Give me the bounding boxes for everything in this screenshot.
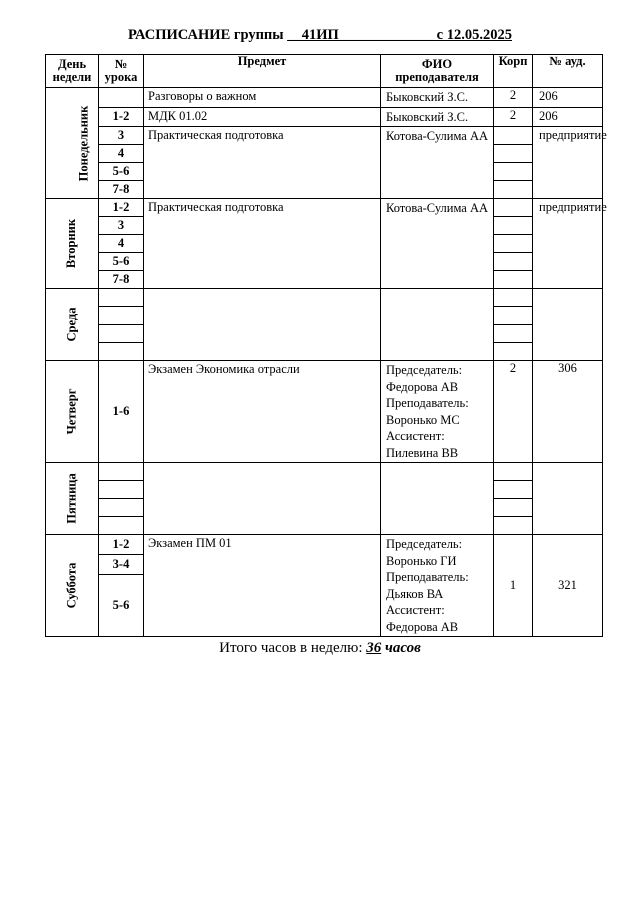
subject-cell: Практическая подготовка <box>144 127 381 199</box>
teacher-line: Федорова АВ <box>386 619 459 634</box>
subject-cell: Экзамен ПМ 01 <box>144 535 381 637</box>
subject-cell: МДК 01.02 <box>144 107 381 127</box>
col-subject: Предмет <box>144 55 381 88</box>
korp-cell <box>494 199 533 217</box>
table-row <box>46 199 603 217</box>
korp-cell <box>494 481 533 499</box>
aud-cell: 306 <box>533 361 603 463</box>
aud-cell: предприятие <box>533 127 603 199</box>
lesson-num <box>99 88 144 108</box>
aud-cell <box>533 463 603 535</box>
subject-cell: Экзамен Экономика отрасли <box>144 361 381 463</box>
schedule-date: с 12.05.2025 <box>433 27 512 43</box>
lesson-num <box>99 463 144 481</box>
lesson-num: 4 <box>99 145 144 163</box>
teacher-cell <box>381 289 494 361</box>
day-tuesday: Вторник <box>46 199 99 289</box>
korp-cell <box>494 289 533 307</box>
korp-cell <box>494 343 533 361</box>
korp-cell <box>494 271 533 289</box>
col-korp: Корп <box>494 55 533 88</box>
korp-cell <box>494 325 533 343</box>
teacher-line: Председатель: <box>386 363 463 377</box>
title-prefix: РАСПИСАНИЕ группы <box>128 27 288 43</box>
korp-cell <box>494 217 533 235</box>
lesson-num: 7-8 <box>99 181 144 199</box>
table-row <box>46 88 603 108</box>
total-unit: часов <box>381 640 421 656</box>
lesson-num: 1-2 <box>99 199 144 217</box>
lesson-num: 3-4 <box>99 555 144 575</box>
weekly-total <box>0 640 640 657</box>
lesson-num: 1-2 <box>99 535 144 555</box>
table-row <box>46 535 603 555</box>
day-friday: Пятница <box>46 463 99 535</box>
aud-cell: 206 <box>533 88 603 108</box>
total-hours: 36 <box>366 640 382 656</box>
group-name: __41ИП_____________ <box>287 27 434 43</box>
teacher-line: Ассистент: <box>386 429 445 443</box>
table-header <box>46 55 603 88</box>
teacher-line: Председатель: <box>386 537 463 551</box>
col-lesson-num: № урока <box>99 55 144 88</box>
teacher-cell <box>381 361 494 463</box>
korp-cell <box>494 235 533 253</box>
col-teacher: ФИО преподавателя <box>381 55 494 88</box>
lesson-num: 5-6 <box>99 163 144 181</box>
subject-cell: Практическая подготовка <box>144 199 381 289</box>
day-saturday: Суббота <box>46 535 99 637</box>
teacher-line: Федорова АВ <box>386 379 459 394</box>
teacher-cell: Быковский З.С. <box>381 107 494 127</box>
teacher-line: Дьяков ВА <box>386 586 444 601</box>
aud-cell: 206 <box>533 107 603 127</box>
teacher-cell <box>381 535 494 637</box>
lesson-num: 1-6 <box>99 361 144 463</box>
lesson-num <box>99 481 144 499</box>
page-title <box>0 27 640 44</box>
lesson-num: 3 <box>99 217 144 235</box>
teacher-cell: Быковский З.С. <box>381 88 494 108</box>
lesson-num: 1-2 <box>99 107 144 127</box>
korp-cell <box>494 517 533 535</box>
lesson-num <box>99 517 144 535</box>
korp-cell <box>494 307 533 325</box>
table-row <box>46 127 603 145</box>
teacher-cell: Котова-Сулима АА <box>381 199 494 289</box>
korp-cell <box>494 463 533 481</box>
teacher-line: Пилевина ВВ <box>386 445 459 460</box>
table-row <box>46 289 603 307</box>
korp-cell: 2 <box>494 361 533 463</box>
korp-cell <box>494 145 533 163</box>
table-row <box>46 463 603 481</box>
schedule-table <box>45 54 607 637</box>
korp-cell <box>494 181 533 199</box>
korp-cell <box>494 127 533 145</box>
table-row <box>46 107 603 127</box>
korp-cell <box>494 253 533 271</box>
col-day: День недели <box>46 55 99 88</box>
lesson-num <box>99 343 144 361</box>
lesson-num <box>99 289 144 307</box>
korp-cell <box>494 499 533 517</box>
aud-cell <box>533 289 603 361</box>
day-wednesday: Среда <box>46 289 99 361</box>
teacher-line: Воронько ГИ <box>386 553 457 568</box>
lesson-num: 7-8 <box>99 271 144 289</box>
lesson-num: 5-6 <box>99 575 144 637</box>
total-label: Итого часов в неделю: <box>219 640 367 656</box>
subject-cell <box>144 463 381 535</box>
lesson-num <box>99 499 144 517</box>
day-monday: Понедельник <box>46 88 99 199</box>
korp-cell <box>494 163 533 181</box>
korp-cell: 1 <box>494 535 533 637</box>
lesson-num: 5-6 <box>99 253 144 271</box>
teacher-line: Воронько МС <box>386 412 460 427</box>
day-thursday: Четверг <box>46 361 99 463</box>
aud-cell: предприятие <box>533 199 603 289</box>
aud-cell: 321 <box>533 535 603 637</box>
table-row <box>46 361 603 463</box>
col-aud: № ауд. <box>533 55 603 88</box>
teacher-line: Преподаватель: <box>386 570 469 584</box>
teacher-cell <box>381 463 494 535</box>
teacher-line: Ассистент: <box>386 603 445 617</box>
lesson-num <box>99 325 144 343</box>
korp-cell: 2 <box>494 107 533 127</box>
korp-cell: 2 <box>494 88 533 108</box>
teacher-cell: Котова-Сулима АА <box>381 127 494 199</box>
teacher-line: Преподаватель: <box>386 396 469 410</box>
subject-cell <box>144 289 381 361</box>
subject-cell: Разговоры о важном <box>144 88 381 108</box>
lesson-num: 3 <box>99 127 144 145</box>
lesson-num <box>99 307 144 325</box>
lesson-num: 4 <box>99 235 144 253</box>
